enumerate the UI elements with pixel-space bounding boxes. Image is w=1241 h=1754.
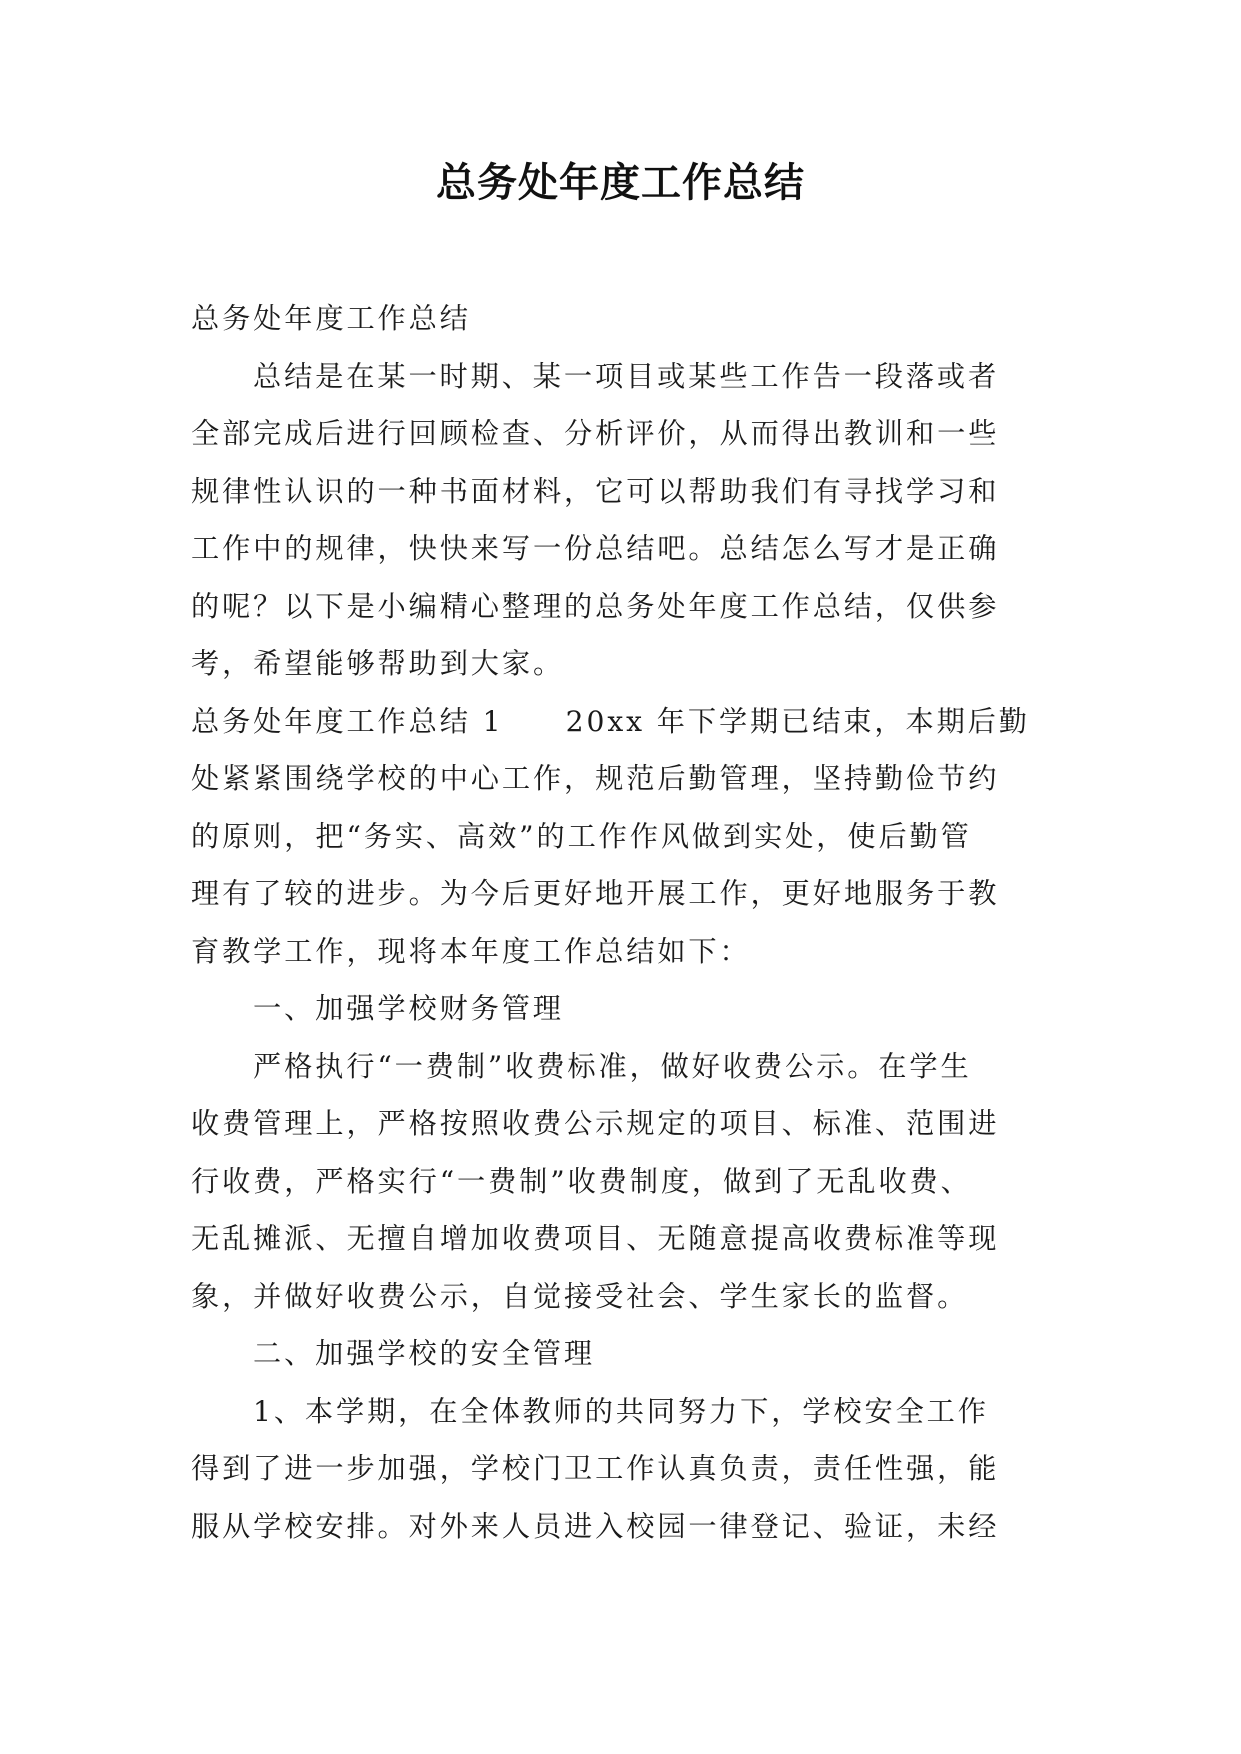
text-line: 总务处年度工作总结 1 20xx 年下学期已结束，本期后勤: [191, 704, 1030, 738]
text-line: 工作中的规律，快快来写一份总结吧。总结怎么写才是正确: [191, 532, 1000, 565]
text-line: 服从学校安排。对外来人员进入校园一律登记、验证，未经: [191, 1509, 1000, 1543]
text-line: 考，希望能够帮助到大家。: [191, 647, 565, 680]
text-line: 全部完成后进行回顾检查、分析评价，从而得出教训和一些: [191, 417, 1000, 450]
text-line: 二、加强学校的安全管理: [253, 1337, 595, 1370]
text-line: 1、本学期，在全体教师的共同努力下，学校安全工作: [253, 1394, 989, 1428]
text-line: 的呢？以下是小编精心整理的总务处年度工作总结，仅供参: [191, 589, 1000, 623]
text-line: 无乱摊派、无擅自增加收费项目、无随意提高收费标准等现: [191, 1222, 1000, 1255]
text-line: 总务处年度工作总结: [191, 302, 471, 335]
document-title: 总务处年度工作总结: [436, 160, 805, 206]
text-line: 的原则，把“务实、高效”的工作作风做到实处，使后勤管: [191, 819, 972, 853]
text-line: 象，并做好收费公示，自觉接受社会、学生家长的监督。: [191, 1279, 969, 1313]
document-body: [191, 290, 1131, 1555]
text-line: 育教学工作，现将本年度工作总结如下：: [191, 934, 751, 968]
text-line: 行收费，严格实行“一费制”收费制度，做到了无乱收费、: [191, 1164, 972, 1198]
text-line: 处紧紧围绕学校的中心工作，规范后勤管理，坚持勤俭节约: [191, 762, 1000, 795]
text-line: 一、加强学校财务管理: [253, 992, 564, 1025]
text-line: 理有了较的进步。为今后更好地开展工作，更好地服务于教: [191, 877, 1000, 910]
text-line: 规律性认识的一种书面材料，它可以帮助我们有寻找学习和: [191, 474, 1000, 508]
text-line: 收费管理上，严格按照收费公示规定的项目、标准、范围进: [191, 1107, 1000, 1140]
text-line: 严格执行“一费制”收费标准，做好收费公示。在学生: [253, 1049, 972, 1083]
text-line: 总结是在某一时期、某一项目或某些工作告一段落或者: [253, 359, 1000, 393]
text-line: 得到了进一步加强，学校门卫工作认真负责，责任性强，能: [191, 1452, 1000, 1485]
